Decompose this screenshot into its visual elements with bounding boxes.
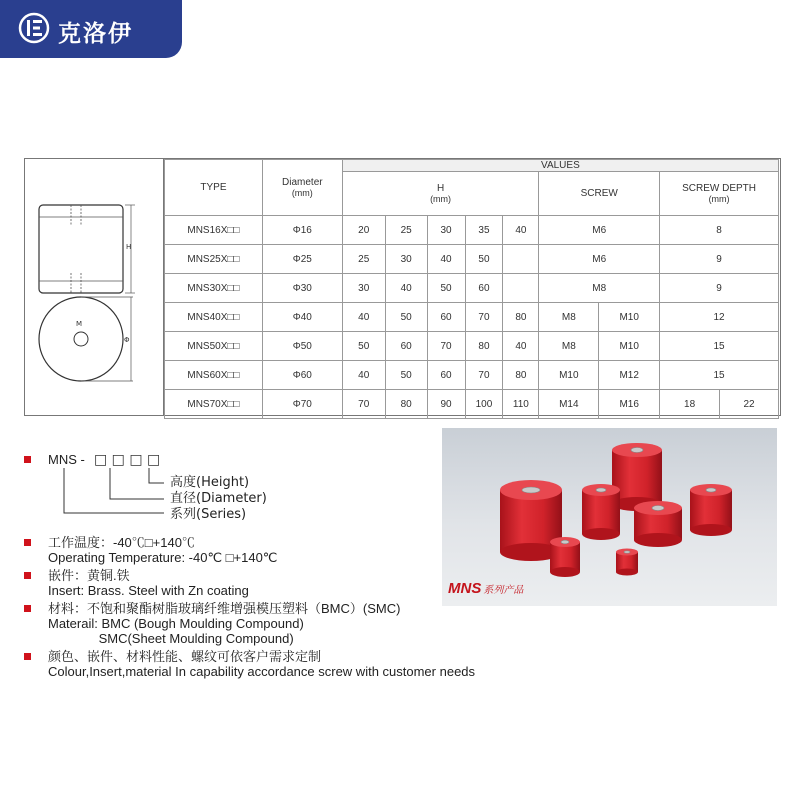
h-cell: 70 [427, 332, 465, 361]
note-line: Materail: BMC (Bough Moulding Compound) [48, 616, 304, 631]
logo-banner [0, 0, 182, 58]
code-boxes: □ □ □ □ [94, 452, 161, 468]
insulator-small [550, 537, 580, 577]
values-header: VALUES [342, 160, 778, 172]
h-cell: 80 [503, 361, 539, 390]
code-height-label: 高度(Height) [170, 475, 250, 490]
depth-cell: 15 [660, 361, 779, 390]
table-row [165, 274, 779, 303]
diameter-cell: Φ50 [262, 332, 342, 361]
h-cell: 40 [503, 216, 539, 245]
h-cell: 40 [342, 303, 385, 332]
diameter-cell: Φ70 [262, 390, 342, 419]
depth-cell: 9 [660, 274, 779, 303]
h-cell: 30 [342, 274, 385, 303]
h-cell: 25 [342, 245, 385, 274]
bullet-icon [24, 572, 31, 579]
h-cell: 100 [465, 390, 503, 419]
type-cell: MNS50X□□ [165, 332, 263, 361]
type-cell: MNS25X□□ [165, 245, 263, 274]
type-cell: MNS16X□□ [165, 216, 263, 245]
screw-depth-header [660, 172, 779, 216]
caption-series-sub: 系列产品 [483, 585, 524, 596]
insulator-medium [582, 484, 620, 540]
h-cell: 60 [427, 361, 465, 390]
h-cell: 40 [503, 332, 539, 361]
screw-cell: M12 [599, 361, 660, 390]
code-diameter-label: 直径(Diameter) [170, 491, 267, 506]
screw-cell: M6 [539, 245, 660, 274]
depth-cell: 18 [660, 390, 720, 419]
note-line: 颜色、嵌件、材料性能、螺纹可依客户需求定制 [48, 649, 322, 664]
h-cell: 70 [342, 390, 385, 419]
h-cell: 70 [465, 303, 503, 332]
diameter-cell: Φ30 [262, 274, 342, 303]
diameter-cell: Φ60 [262, 361, 342, 390]
diameter-header-unit: (mm) [291, 188, 313, 198]
model-code-diagram [24, 447, 324, 527]
insulator-center [634, 501, 682, 547]
table-row [165, 390, 779, 419]
insert-label: M [76, 320, 83, 328]
note-customization [24, 649, 584, 679]
logo-mark-text: LE [18, 12, 20, 13]
note-line: 嵌件：黄铜.铁 [48, 568, 130, 583]
h-cell: 50 [385, 361, 427, 390]
type-cell: MNS30X□□ [165, 274, 263, 303]
h-cell: 30 [385, 245, 427, 274]
table-row [165, 303, 779, 332]
screw-cell: M10 [599, 303, 660, 332]
h-cell: 50 [427, 274, 465, 303]
code-series-label: 系列(Series) [170, 507, 247, 522]
type-cell: MNS60X□□ [165, 361, 263, 390]
screw-cell: M16 [599, 390, 660, 419]
table-row [165, 361, 779, 390]
brand-logo-icon [18, 12, 50, 44]
diameter-cell: Φ16 [262, 216, 342, 245]
note-line: 工作温度：-40℃□+140℃ [48, 535, 195, 550]
note-line: Insert: Brass. Steel with Zn coating [48, 583, 249, 598]
screw-cell: M8 [539, 274, 660, 303]
h-cell: 60 [385, 332, 427, 361]
table-row [165, 332, 779, 361]
h-cell: 80 [385, 390, 427, 419]
screw-cell: M8 [539, 303, 599, 332]
screw-header: SCREW [539, 172, 660, 216]
type-cell: MNS70X□□ [165, 390, 263, 419]
h-cell: 40 [342, 361, 385, 390]
h-cell: 20 [342, 216, 385, 245]
insulator-tiny [616, 549, 638, 576]
screw-cell: M10 [539, 361, 599, 390]
type-cell: MNS40X□□ [165, 303, 263, 332]
type-header: TYPE [165, 160, 263, 216]
diameter-header-label: Diameter [282, 177, 323, 188]
h-cell: 25 [385, 216, 427, 245]
table-row [165, 245, 779, 274]
h-header-label: H [436, 183, 445, 194]
depth-cell: 9 [660, 245, 779, 274]
technical-drawing [25, 159, 164, 415]
note-line: Colour,Insert,material In capability accordance screw with customer needs [48, 664, 476, 679]
product-photo [442, 428, 777, 606]
h-cell: 90 [427, 390, 465, 419]
h-cell: 110 [503, 390, 539, 419]
diameter-dimension-label: Φ [124, 336, 130, 344]
note-line: 材料：不饱和聚酯树脂玻璃纤维增强模压塑料（BMC）(SMC) [48, 601, 401, 616]
h-cell: 40 [385, 274, 427, 303]
h-dimension-label: H [126, 243, 132, 251]
h-cell: 60 [465, 274, 503, 303]
h-cell: 70 [465, 361, 503, 390]
depth-cell: 22 [720, 390, 779, 419]
screw-depth-header-unit: (mm) [708, 194, 730, 204]
depth-cell: 12 [660, 303, 779, 332]
caption-series-name: MNS [448, 580, 482, 597]
note-line: Operating Temperature: -40℃ □+140℃ [48, 550, 278, 565]
h-cell: 35 [465, 216, 503, 245]
h-cell: 30 [427, 216, 465, 245]
h-cell: 50 [465, 245, 503, 274]
table-row [165, 216, 779, 245]
h-cell: 60 [427, 303, 465, 332]
diameter-header [262, 160, 342, 216]
screw-cell: M10 [599, 332, 660, 361]
diameter-cell: Φ25 [262, 245, 342, 274]
code-prefix: MNS - [48, 452, 85, 467]
note-line: SMC(Sheet Moulding Compound) [48, 631, 294, 646]
code-diagram-svg [24, 447, 324, 527]
h-cell: 50 [385, 303, 427, 332]
h-cell [503, 245, 539, 274]
diameter-cell: Φ40 [262, 303, 342, 332]
bullet-icon [24, 605, 31, 612]
h-header-unit: (mm) [430, 194, 452, 204]
h-cell: 50 [342, 332, 385, 361]
screw-depth-header-label: SCREW DEPTH [682, 183, 757, 194]
h-header [342, 172, 539, 216]
spec-block [24, 158, 781, 416]
screw-cell: M6 [539, 216, 660, 245]
photo-caption [448, 580, 523, 598]
brand-name: 克洛伊 [58, 20, 133, 47]
h-cell: 80 [465, 332, 503, 361]
depth-cell: 15 [660, 332, 779, 361]
spec-table [164, 159, 779, 419]
screw-cell: M8 [539, 332, 599, 361]
h-cell [503, 274, 539, 303]
bullet-icon [24, 539, 31, 546]
drawing-svg [25, 159, 163, 415]
insulator-right [690, 484, 732, 536]
depth-cell: 8 [660, 216, 779, 245]
screw-cell: M14 [539, 390, 599, 419]
h-cell: 80 [503, 303, 539, 332]
note-material [24, 601, 584, 646]
bullet-icon [24, 653, 31, 660]
h-cell: 40 [427, 245, 465, 274]
